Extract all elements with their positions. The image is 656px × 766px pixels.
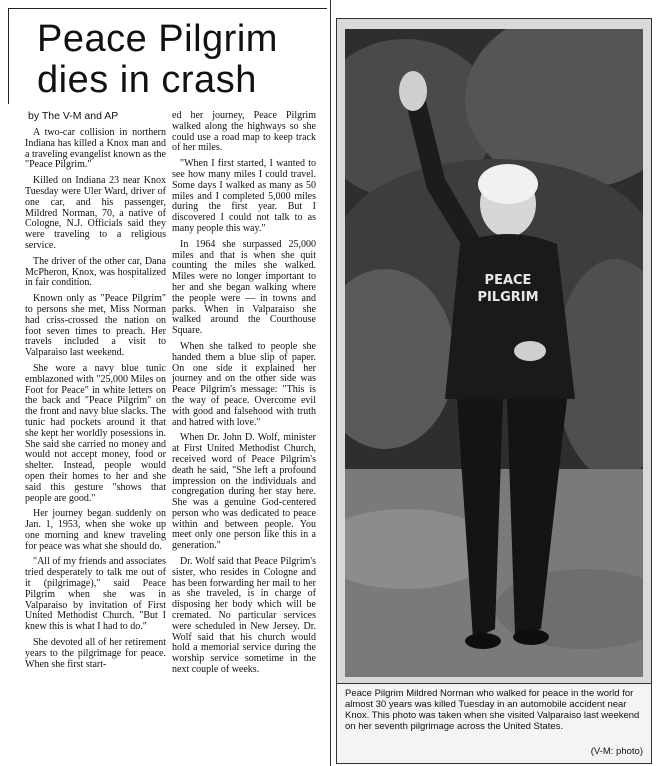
byline: by The V-M and AP (28, 110, 119, 122)
paragraph: "All of my friends and associates tried desperately to talk me out of it (pilgrimage)," said Peace Pilgrim when she was in Valparaiso by invitation of First United Methodist Church. "But I knew this is what I had to do." (25, 556, 166, 633)
paragraph: A two-car collision in northern Indiana has killed a Knox man and a traveling evangelist known as the "Peace Pilgrim." (25, 127, 166, 171)
article-column-2 (172, 111, 316, 681)
paragraph: The driver of the other car, Dana McPheron, Knox, was hospitalized in fair condition. (25, 255, 166, 289)
paragraph: She wore a navy blue tunic emblazoned with "25,000 Miles on Foot for Peace" in white letters on the back and "Peace Pilgrim" on the front and navy blue slacks. The tunic had pockets around it that she kept her worldly posessions in. She said she carried no money and would not accept money, food or shelter. Instead, people would open their homes to her and she said this gesture "shows that people are good." (25, 362, 166, 504)
tunic-text-peace: PEACE (484, 273, 532, 288)
photo-illustration (345, 29, 643, 677)
paragraph: In 1964 she surpassed 25,000 miles and that is when she quit counting the miles she walked. Miles were no longer important to her and she began walking where the people were — in towns and parks. When in Valparaiso she walked around the Courthouse Square. (172, 238, 316, 337)
paragraph: "When I first started, I wanted to see how many miles I could travel. Some days I walked as many as 50 miles and I completed 5,000 miles during the first year. But I discovered I could not talk to as many people this way." (172, 158, 316, 234)
headline-line-1: Peace Pilgrim (37, 18, 278, 60)
paragraph: ed her journey, Peace Pilgrim walked along the highways so she could use a road map to keep track of her miles. (172, 110, 316, 154)
tunic-text-pilgrim: PILGRIM (477, 290, 539, 305)
headline-line-2: dies in crash (37, 59, 257, 101)
paragraph: When Dr. John D. Wolf, minister at First United Methodist Church, received word of Peace Pilgrim's death he said, "She left a profound impression on the individuals and congregation during her stay here. She was a genuine God-centered person who was dedicated to peace within and between people. You meet only one person like this in a generation." (172, 432, 316, 552)
article-column-1 (25, 128, 166, 675)
photo-peace-pilgrim (345, 29, 643, 677)
headline (37, 19, 278, 101)
paragraph: She devoted all of her retirement years to the pilgrimage for peace. When she first start- (25, 637, 166, 670)
column-divider (330, 0, 331, 766)
paragraph: Dr. Wolf said that Peace Pilgrim's sister, who resides in Cologne and has been forwarding her mail to her as she traveled, is in charge of disposing her body which will be cremated. No particular services were scheduled in New Jersey. Dr. Wolf said that his church would hold a memorial service during the worship service sometime in the next couple of weeks. (172, 556, 316, 676)
paragraph: Killed on Indiana 23 near Knox Tuesday were Uler Ward, driver of one car, and his passenger, Mildred Norman, 70, a native of Cologne, N.J. Officials said they were traveling to a religious service. (25, 175, 166, 251)
paragraph: Her journey began suddenly on Jan. 1, 1953, when she woke up one morning and knew traveling for peace was what she should do. (25, 508, 166, 552)
photo-caption: Peace Pilgrim Mildred Norman who walked for peace in the world for almost 30 years was killed Tuesday in an automobile accident near Knox. This photo was taken when she visited Valparaiso last weekend on her seventh pilgrimage across the United States. (345, 688, 640, 732)
paragraph: Known only as "Peace Pilgrim" to persons she met, Miss Norman had criss-crossed the nation on foot seven times to preach. Her travels included a visit to Valparaiso last weekend. (25, 293, 166, 359)
paragraph: When she talked to people she handed them a blue slip of paper. On one side it explained her journey and on the other side was Peace Pilgrim's message: "This is the way of peace. Overcome evil with good and falsehood with truth and hatred with love." (172, 340, 316, 428)
headline-frame (8, 8, 327, 104)
photo-frame (336, 18, 652, 684)
photo-credit: (V-M: photo) (590, 746, 643, 757)
caption-frame (336, 684, 652, 764)
